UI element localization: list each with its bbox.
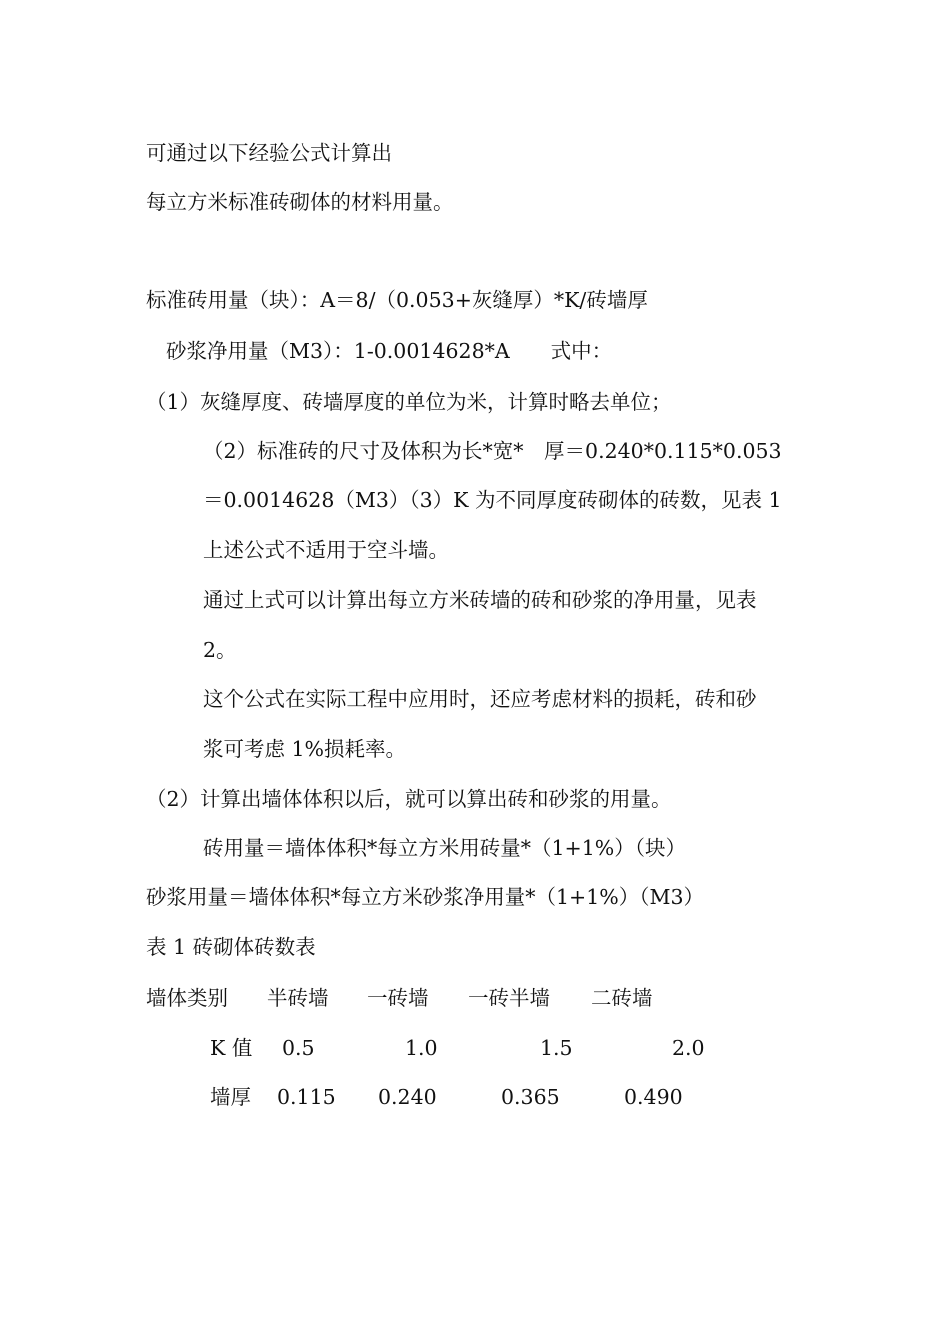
formula-brick-quantity: 标准砖用量（块）：A＝8/（0.053+灰缝厚）*K/砖墙厚 [146,288,648,312]
table-cell: 2.0 [672,1036,705,1060]
paragraph-loss-continued: 浆可考虑 1%损耗率。 [203,737,407,761]
table-header-col: 一砖墙 [367,986,429,1010]
formula-mortar-usage: 砂浆用量＝墙体体积*每立方米砂浆净用量*（1+1%）（M3） [146,885,705,909]
table-header-col: 二砖墙 [591,986,653,1010]
table-cell: 0.490 [624,1085,683,1109]
paragraph-intro-continued: 每立方米标准砖砌体的材料用量。 [146,190,454,214]
table-cell: 0.5 [282,1036,315,1060]
note-hollow-wall: 上述公式不适用于空斗墙。 [203,538,449,562]
paragraph-net-usage-continued: 2。 [203,638,237,662]
table-cell: 1.5 [540,1036,573,1060]
paragraph-loss: 这个公式在实际工程中应用时，还应考虑材料的损耗，砖和砂 [203,687,757,711]
table-header-col: 一砖半墙 [468,986,550,1010]
table-cell: 0.240 [378,1085,437,1109]
table-cell: 0.365 [501,1085,560,1109]
table-cell: 1.0 [405,1036,438,1060]
table-cell: 0.115 [277,1085,336,1109]
note-2: （2）标准砖的尺寸及体积为长*宽* 厚＝0.240*0.115*0.053 [203,439,782,463]
table-header-label: 墙体类别 [146,986,228,1010]
note-1: （1）灰缝厚度、砖墙厚度的单位为米，计算时略去单位； [146,390,672,414]
table-title: 表 1 砖砌体砖数表 [146,935,316,959]
table-row-label: K 值 [210,1036,253,1060]
paragraph-net-usage: 通过上式可以计算出每立方米砖墙的砖和砂浆的净用量，见表 [203,588,757,612]
paragraph-intro: 可通过以下经验公式计算出 [146,141,392,165]
formula-brick-usage: 砖用量＝墙体体积*每立方米用砖量*（1+1%）（块） [203,836,686,860]
table-row-label: 墙厚 [210,1085,251,1109]
table-header-col: 半砖墙 [267,986,329,1010]
note-2-continued: ＝0.0014628（M3）（3）K 为不同厚度砖砌体的砖数，见表 1 [203,488,782,512]
formula-mortar-quantity: 砂浆净用量（M3）：1-0.0014628*A 式中： [166,339,613,363]
step-2: （2）计算出墙体体积以后，就可以算出砖和砂浆的用量。 [146,787,672,811]
